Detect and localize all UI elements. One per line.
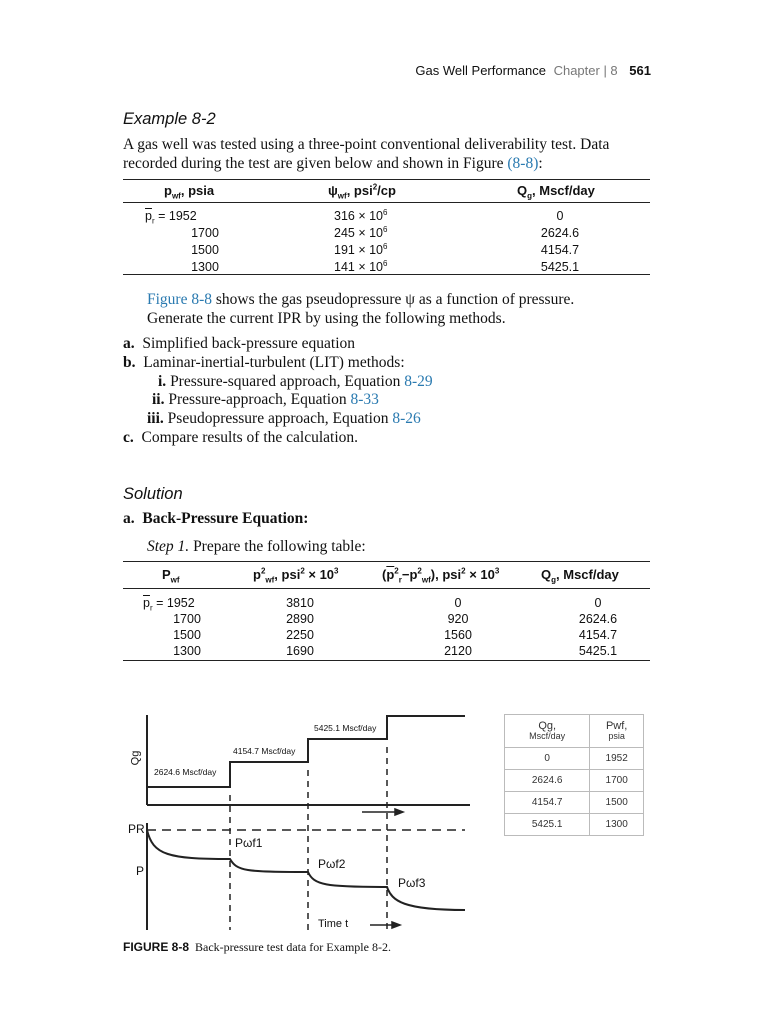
table1-pr-label: $\overline{p}_r = 1952$ [145,209,197,226]
step-1: Step 1. Prepare the following table: [147,538,366,555]
table1-header-pwf: $p_{wf}$, psia [164,183,215,201]
table-cell: 1300 [191,260,219,274]
table-row [505,792,644,814]
table-cell: Qg, Mscf/day [505,715,590,748]
figure-8-8-diagram [120,705,500,935]
table2-header-pwf2: $p^2_{wf}$, $psi^2 \times 10^3$ [253,566,339,585]
solution-heading: Solution [123,485,183,503]
table-cell: 1700 [590,770,644,792]
list-item: i. Pressure-squared approach, Equation 8-29 [158,373,433,390]
table-cell: 4154.7 [578,628,618,642]
table2-header-pwf: $P_{wf}$ [162,567,180,585]
table-cell: 2890 [286,612,314,626]
list-item: iii. Pseudopressure approach, Equation 8-26 [147,410,421,427]
pwf1-label: Pωf1 [235,836,263,850]
example-intro [123,135,609,173]
table-cell: 0 [505,748,590,770]
intro-line-2 [123,154,609,173]
table-cell: Pwf, psia [590,715,644,748]
pwf2-label: Pωf2 [318,857,346,871]
table-cell: 1500 [590,792,644,814]
table-row [505,715,644,748]
table-cell: $316 \times 10^6$ [334,207,388,223]
table2-pr-label: $\overline{p}_r = 1952$ [143,596,195,613]
figure-8-8-link[interactable]: Figure 8-8 [147,291,213,308]
table-cell: 1560 [444,628,472,642]
equation-link[interactable]: 8-29 [404,373,433,390]
table-cell: $191 \times 10^6$ [334,241,388,257]
table2-header-qg: $Q_g$, Mscf/day [541,567,619,585]
list-item: a. Simplified back-pressure equation [123,335,356,352]
example-heading: Example 8-2 [123,110,216,128]
pressure-curve [147,830,465,910]
table2-header-rule [123,588,650,589]
table-cell: 3810 [286,596,314,610]
table-row [505,814,644,836]
table-row [505,770,644,792]
intro-line-2-end: : [538,155,543,172]
solution-part-a: a. Back-Pressure Equation: [123,510,309,527]
running-head [415,63,651,78]
table-cell: 1700 [191,226,219,240]
table1-header-rule [123,202,650,203]
list-item: c. Compare results of the calculation. [123,429,359,446]
intro-line-1: A gas well was tested using a three-point conventional deliverability test. Data [123,136,610,153]
table-row [505,748,644,770]
table-cell: 5425.1 [578,644,618,658]
table-cell: 5425.1 [540,260,580,274]
figure-paragraph [147,290,574,328]
table-cell: 2120 [444,644,472,658]
table1-top-rule [123,179,650,180]
figure-paragraph-line-2: Generate the current IPR by using the following methods. [147,310,506,327]
page-number: 561 [629,63,651,78]
intro-line-2-text: recorded during the test are given below and shown in Figure [123,155,508,172]
table-cell: 1500 [173,628,201,642]
figure-data-table [504,714,644,836]
table-cell: 4154.7 [505,792,590,814]
table2-bottom-rule [123,660,650,661]
table-cell: 2624.6 [505,770,590,792]
table1-header-psi: $\psi_{wf}$, psi$^2$/cp [328,182,396,201]
table-cell: 2624.6 [578,612,618,626]
table1-header-qg: $Q_g$, Mscf/day [517,183,595,201]
table-cell: $141 \times 10^6$ [334,258,388,274]
table-cell: 1300 [590,814,644,836]
table-cell: 4154.7 [540,243,580,257]
time-label: Time t [318,918,349,930]
table1-bottom-rule [123,274,650,275]
table-cell: 920 [447,612,469,626]
figure-paragraph-line-1: Figure 8-8 shows the gas pseudopressure ψ as a function of pressure. [147,291,575,308]
header-title: Gas Well Performance [415,63,546,78]
list-item: ii. Pressure-approach, Equation 8-33 [152,391,379,408]
pr-label: PR [128,822,145,836]
qg-axis-label: Qg [129,750,142,766]
table-cell: $245 \times 10^6$ [334,224,388,240]
equation-link[interactable]: 8-33 [350,391,379,408]
p-label: P [136,864,145,878]
rate-label-3: 5425.1 Mscf/day [314,723,377,733]
table-cell: 2250 [286,628,314,642]
table-cell: 0 [556,209,564,223]
table-cell: 5425.1 [505,814,590,836]
header-chapter: Chapter | 8 [553,63,618,78]
table-cell: 1952 [590,748,644,770]
table-cell: 1500 [191,243,219,257]
equation-link[interactable]: 8-26 [392,410,421,427]
rate-label-2: 4154.7 Mscf/day [233,746,296,756]
table-cell: 1300 [173,644,201,658]
figure-caption: FIGURE 8-8 Back-pressure test data for Example 8-2. [123,940,391,954]
table-cell: 1690 [286,644,314,658]
table-cell: 1700 [173,612,201,626]
figure-link[interactable]: (8-8) [507,155,539,172]
table-cell: 0 [454,596,462,610]
table2-top-rule [123,561,650,562]
list-item: b. Laminar-inertial-turbulent (LIT) methods: [123,354,405,371]
rate-label-1: 2624.6 Mscf/day [154,767,217,777]
table2-header-dp2: $(\overline{p}^2_r-p^2_{wf})$, $psi^2 \times 10^3$ [382,566,500,585]
table-cell: 0 [594,596,602,610]
pwf3-label: Pωf3 [398,876,426,890]
table-cell: 2624.6 [540,226,580,240]
